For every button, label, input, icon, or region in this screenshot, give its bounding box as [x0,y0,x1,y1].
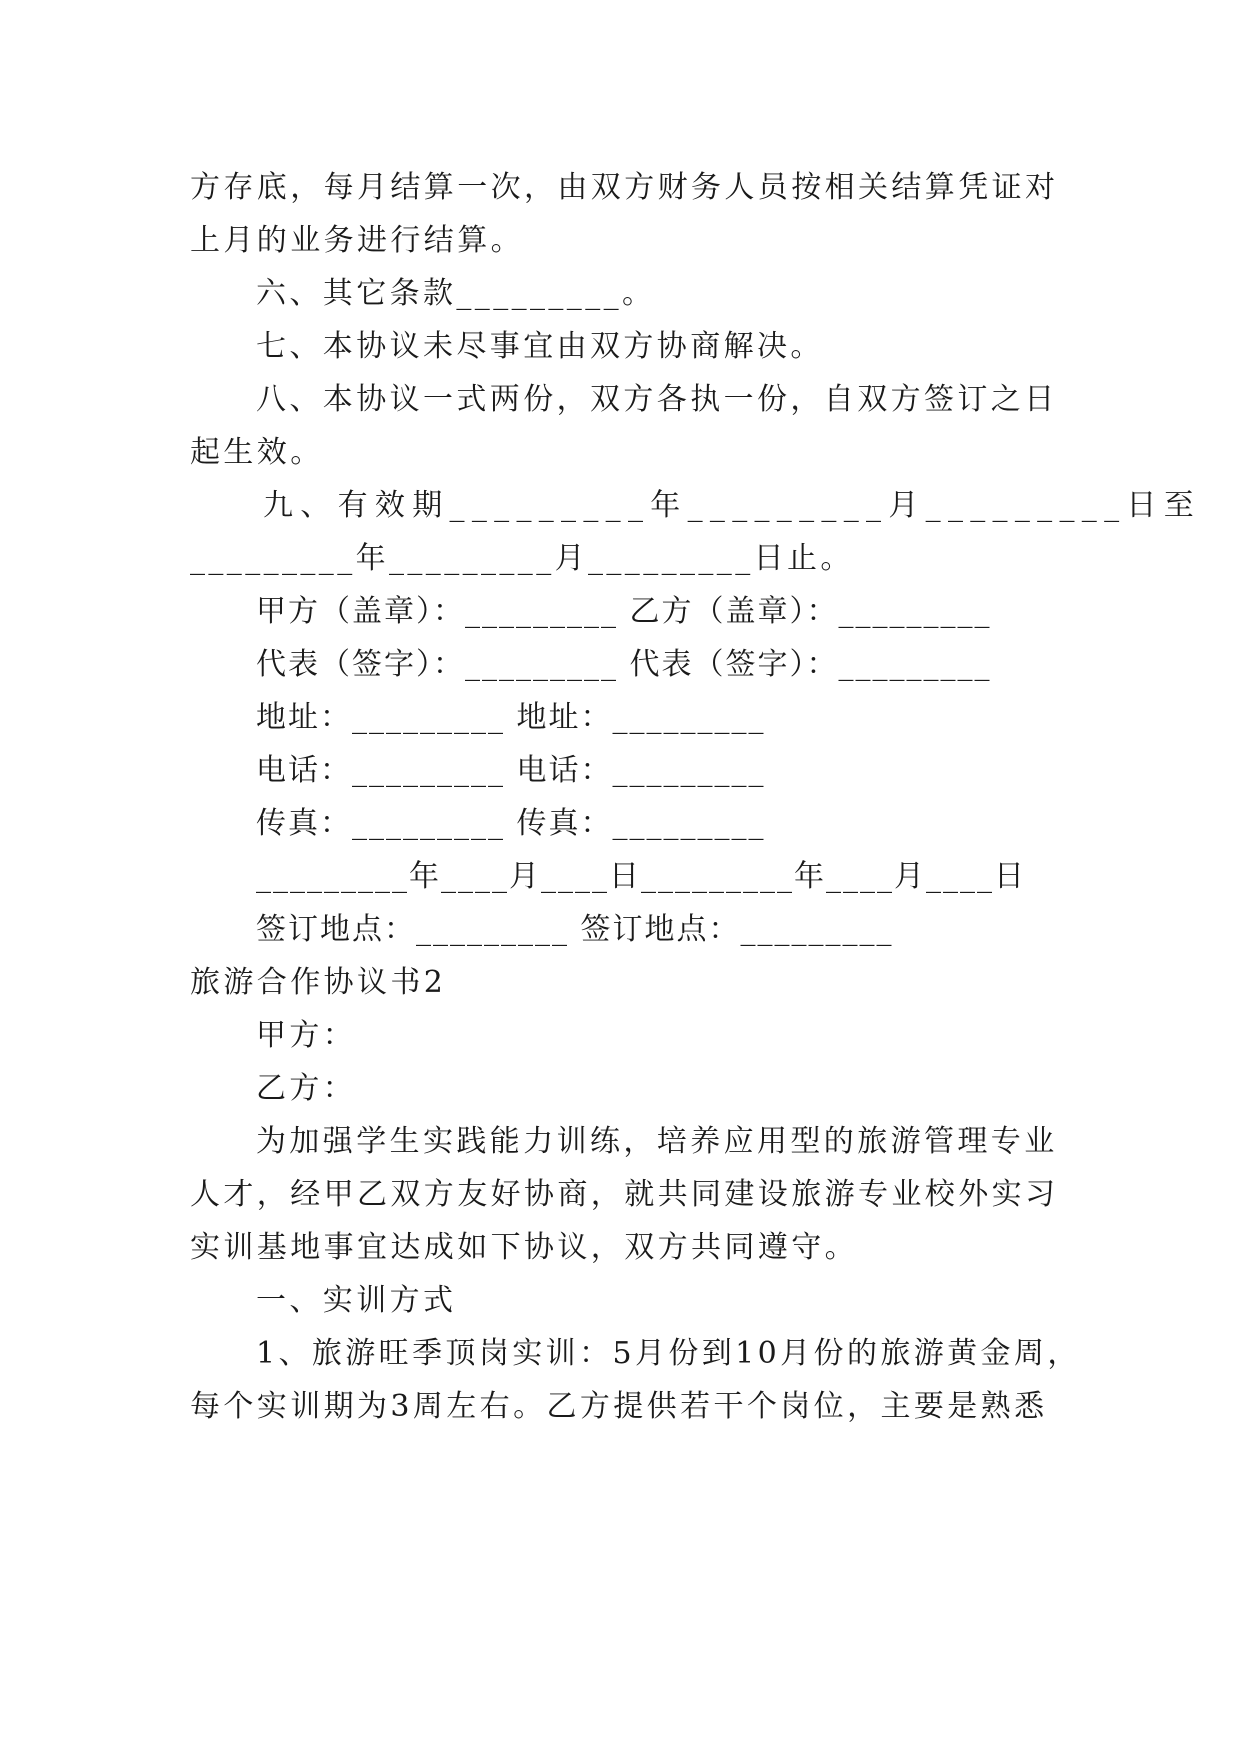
training-item-1-line-2: 每个实训期为3周左右。乙方提供若干个岗位，主要是熟悉 [190,1389,1048,1424]
signature-representative-row: 代表（签字）：_________ 代表（签字）：_________ [256,647,992,682]
signature-address-row: 地址：_________ 地址：_________ [256,700,766,735]
clause-8-copies-line-1: 八、本协议一式两份，双方各执一份，自双方签订之日 [256,382,1058,417]
signature-place-row: 签订地点：_________ 签订地点：_________ [256,912,894,947]
signature-seal-row: 甲方（盖章）：_________ 乙方（盖章）：_________ [256,594,992,629]
party-a-label: 甲方： [256,1018,357,1053]
preamble-line-3: 实训基地事宜达成如下协议，双方共同遵守。 [190,1230,858,1265]
signature-phone-row: 电话：_________ 电话：_________ [256,753,766,788]
section-title: 旅游合作协议书2 [190,965,447,1000]
paragraph-settlement-line-1: 方存底，每月结算一次，由双方财务人员按相关结算凭证对 [190,170,1059,205]
preamble-line-1: 为加强学生实践能力训练，培养应用型的旅游管理专业 [256,1124,1058,1159]
paragraph-settlement-line-2: 上月的业务进行结算。 [190,223,524,258]
clause-9-validity-line-2: _________年_________月_________日止。 [190,541,854,576]
clause-7-unresolved-matters: 七、本协议未尽事宜由双方协商解决。 [256,329,824,364]
heading-training-method: 一、实训方式 [256,1283,457,1318]
training-item-1-line-1: 1、旅游旺季顶岗实训：5月份到10月份的旅游黄金周， [256,1336,1081,1371]
clause-8-copies-line-2: 起生效。 [190,435,324,470]
party-b-label: 乙方： [256,1071,357,1106]
signature-date-row: _________年____月____日_________年____月____日 [256,859,1026,894]
clause-6-other-terms: 六、其它条款_________。 [256,276,656,311]
signature-fax-row: 传真：_________ 传真：_________ [256,806,766,841]
clause-9-validity-line-1: 九、有效期_________年_________月_________日至 [263,488,1201,523]
preamble-line-2: 人才，经甲乙双方友好协商，就共同建设旅游专业校外实习 [190,1177,1059,1212]
